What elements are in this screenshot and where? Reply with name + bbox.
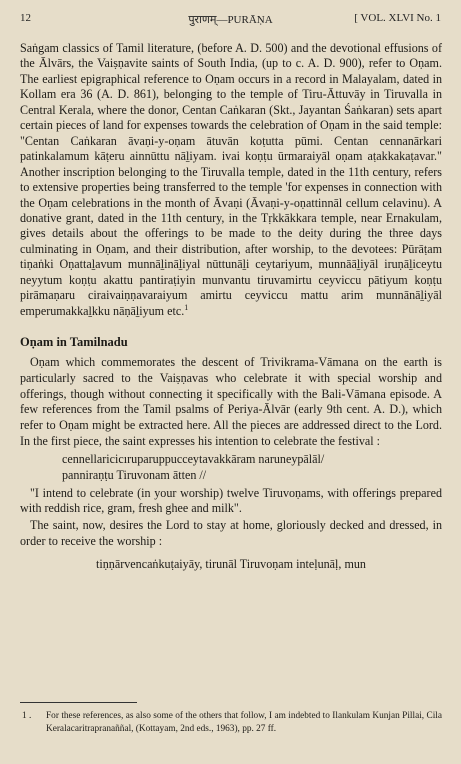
volume-label: [ VOL. XLVI No. 1 <box>354 12 441 24</box>
verse-quote-1 <box>62 452 442 483</box>
paragraph-saint-desire: The saint, now, desires the Lord to stay at home, gloriously decked and dressed, in order to receive the worship : <box>20 518 442 548</box>
footnote-marker: 1 <box>184 302 189 312</box>
verse-translation: "I intend to celebrate (in your worship) twelve Tiruvoṇams, with offerings prepared with reddish rice, gram, fresh ghee and milk". <box>20 485 442 516</box>
page-number: 12 <box>20 12 31 24</box>
verse-line-2: panniraṇṭu Tiruvonam ātten // <box>62 468 207 483</box>
verse-line-1: cennellaricicıruparuppucceytavakkāram naruneypālāl/ <box>62 452 325 467</box>
paragraph-intro <box>20 41 442 319</box>
body-text <box>20 41 442 572</box>
footnote-number: 1 . <box>22 711 32 721</box>
footnote <box>20 710 442 735</box>
journal-title: पुराणम्—PURĀṆA <box>188 14 273 26</box>
footnote-divider <box>20 702 137 703</box>
section-heading: Oṇam in Tamilnadu <box>20 335 128 350</box>
running-header <box>20 12 441 28</box>
footnote-text: For these references, as also some of the others that follow, I am indebted to Ilankulam Kunjan Pillai, Cila Keralacaritrapranaññal, (Kottayam, 2nd eds., 1963), pp. 27 ff. <box>46 711 442 734</box>
paragraph-tamilnadu: Oṇam which commemorates the descent of Trivikrama-Vāmana on the earth is particularly sacred to the Vaiṣṇavas who celebrate it with special worship and offerings, though without connecting it specifically with the Bali-Vāmana episode. A few references from the Tamil psalms of Periya-Ālvār (early 9th cent. A. D.), which refer to Oṇam might be extracted here. All the pieces are addressed direct to the Lord. In the first piece, the saint expresses his intention to celebrate the festival : <box>20 355 442 448</box>
paragraph-intro-text: Saṅgam classics of Tamil literature, (before A. D. 500) and the devotional effusions of the Ālvārs, the Vaiṣṇavite saints of South India, (up to c. A. D. 900), refer to Oṇam. The earliest epigraphical reference to Oṇam occurs in a record in Malayalam, dated in Kollam era 36 (A. D. 861), belonging to the temple of Tiru-Āttuvāy in Tiruvalla in Central Kerala, where the donor, Centan Caṅkaran (Skt., Jayantan Śaṅkaran) sets apart certain pieces of land for expenses towards the celebration of Oṇam in the said temple: "Centan Caṅkaran āvaṇi-y-oṇam ātuvān koṭutta pūmi. Centan cennanārkari patinkalamum kāṭeru ainnūttu nāḻiyam. ivai koṇṭu ūrmaraiyāl oṇam aṭakkakaṭavar." Another inscription belonging to the Tiruvalla temple, dated in the 11th century, refers to extensive properties being transferred to the temple 'for expenses in connection with the Oṇam celebrations in the month of Āvaṇi (Āvaṇi-y-oṇattinnāl cellum celavinu). A donative grant, dated in the 11th century, in the Tṛkkākkara temple, near Ernakulam, gives details about the offerings to be made to the deity during the three days culminating in Oṇam, and their distribution, after worship, to the devotees: Pūrāṭam tiṇaṅki Oṇattaḻavum munnāḻināḻiyal nūttunāḻi ceytariyum, munnāāḻiyāl iruṇāḻiceytu neyytum koṇṭu akattu pantiraṭiyin munvantu tiruvamirtu ceyviccu pātiyum koṇṭu pirāmaṇaru ciraivaiṇṇavaraiyum amirtu ceyviccu mattu arim munnānāḻiyāl emperumakkaḻkku nāṇāḻiyum etc. <box>20 41 442 318</box>
verse-quote-2: tiṇṇārvencaṅkuṭaiyāy, tirunāl Tiruvoṇam inteḷunāḷ, mun <box>96 556 366 571</box>
